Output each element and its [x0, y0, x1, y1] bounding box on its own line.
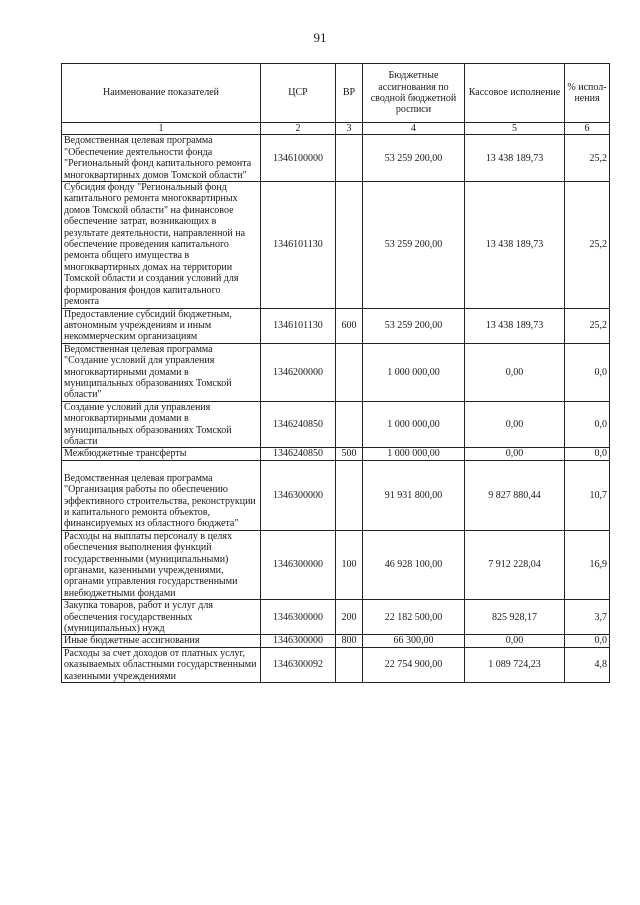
row-csr: 1346300000: [261, 530, 336, 599]
row-vr: 500: [336, 448, 363, 460]
row-budget: 53 259 200,00: [363, 182, 465, 308]
column-number: 2: [261, 123, 336, 135]
row-cash: 0,00: [465, 635, 565, 647]
table-row: [62, 401, 610, 448]
table-row: [62, 182, 610, 308]
column-number: 4: [363, 123, 465, 135]
row-percent: 25,2: [565, 135, 610, 182]
column-number-row: [62, 123, 610, 135]
row-vr: [336, 182, 363, 308]
row-name: Ведомственная целевая программа "Организация работы по обеспечению эффективного строительства, реконструкции и капитального ремонта объектов, финансируемых из областного бюджета": [62, 460, 261, 530]
row-cash: 0,00: [465, 448, 565, 460]
header-budget: Бюджетные ассигнования по сводной бюджетной росписи: [363, 64, 465, 123]
row-cash: 13 438 189,73: [465, 182, 565, 308]
table-row: [62, 135, 610, 182]
row-vr: 100: [336, 530, 363, 599]
row-percent: 16,9: [565, 530, 610, 599]
row-cash: 0,00: [465, 343, 565, 401]
row-cash: 13 438 189,73: [465, 135, 565, 182]
table-row: [62, 530, 610, 599]
row-percent: 4,8: [565, 647, 610, 682]
table-row: [62, 647, 610, 682]
row-name: Иные бюджетные ассигнования: [62, 635, 261, 647]
table-row: [62, 635, 610, 647]
row-csr: 1346200000: [261, 343, 336, 401]
row-csr: 1346300000: [261, 600, 336, 635]
row-cash: 825 928,17: [465, 600, 565, 635]
row-csr: 1346240850: [261, 401, 336, 448]
row-budget: 1 000 000,00: [363, 343, 465, 401]
row-name: Создание условий для управления многоквартирными домами в муниципальных образованиях Томской области: [62, 401, 261, 448]
row-budget: 91 931 800,00: [363, 460, 465, 530]
row-name: Субсидия фонду "Региональный фонд капитального ремонта многоквартирных домов Томской области" на финансовое обеспечение затрат, возникающих в результате деятельности, направленной на обеспечение проведения капитального ремонта общего имущества в многоквартирных домах на территории Томской области и создания условий для формирования фондов капитального ремонта: [62, 182, 261, 308]
row-vr: 800: [336, 635, 363, 647]
table-row: [62, 460, 610, 530]
row-cash: 13 438 189,73: [465, 308, 565, 343]
row-budget: 46 928 100,00: [363, 530, 465, 599]
row-vr: 600: [336, 308, 363, 343]
table-body: [62, 135, 610, 683]
header-cash: Кассовое исполнение: [465, 64, 565, 123]
row-csr: 1346240850: [261, 448, 336, 460]
row-budget: 53 259 200,00: [363, 135, 465, 182]
row-budget: 66 300,00: [363, 635, 465, 647]
row-name: Закупка товаров, работ и услуг для обеспечения государственных (муниципальных) нужд: [62, 600, 261, 635]
header-percent: % испол-нения: [565, 64, 610, 123]
row-name: Расходы за счет доходов от платных услуг, оказываемых областными государственными казенными учреждениями: [62, 647, 261, 682]
row-budget: 53 259 200,00: [363, 308, 465, 343]
row-vr: [336, 343, 363, 401]
column-number: 5: [465, 123, 565, 135]
row-cash: 1 089 724,23: [465, 647, 565, 682]
header-csr: ЦСР: [261, 64, 336, 123]
row-csr: 1346300092: [261, 647, 336, 682]
row-csr: 1346300000: [261, 460, 336, 530]
table-row: [62, 600, 610, 635]
row-vr: [336, 460, 363, 530]
header-vr: ВР: [336, 64, 363, 123]
table-row: [62, 343, 610, 401]
column-number: 1: [62, 123, 261, 135]
page-number: 91: [313, 30, 327, 45]
table-row: [62, 448, 610, 460]
row-percent: 25,2: [565, 182, 610, 308]
row-vr: 200: [336, 600, 363, 635]
column-number: 3: [336, 123, 363, 135]
row-name: Ведомственная целевая программа "Обеспечение деятельности фонда "Региональный фонд капитального ремонта многоквартирных домов Томской области": [62, 135, 261, 182]
row-csr: 1346100000: [261, 135, 336, 182]
column-number: 6: [565, 123, 610, 135]
row-budget: 22 754 900,00: [363, 647, 465, 682]
row-budget: 1 000 000,00: [363, 401, 465, 448]
row-csr: 1346101130: [261, 182, 336, 308]
row-cash: 0,00: [465, 401, 565, 448]
row-percent: 0,0: [565, 635, 610, 647]
row-csr: 1346101130: [261, 308, 336, 343]
row-cash: 9 827 880,44: [465, 460, 565, 530]
budget-table: [61, 63, 610, 683]
row-budget: 1 000 000,00: [363, 448, 465, 460]
row-percent: 25,2: [565, 308, 610, 343]
row-name: Ведомственная целевая программа "Создание условий для управления многоквартирными домами в муниципальных образованиях Томской области": [62, 343, 261, 401]
header-name: Наименование показателей: [62, 64, 261, 123]
table-row: [62, 308, 610, 343]
row-cash: 7 912 228,04: [465, 530, 565, 599]
row-percent: 0,0: [565, 343, 610, 401]
row-percent: 0,0: [565, 401, 610, 448]
row-percent: 10,7: [565, 460, 610, 530]
row-name: Межбюджетные трансферты: [62, 448, 261, 460]
header-row: [62, 64, 610, 123]
row-budget: 22 182 500,00: [363, 600, 465, 635]
row-percent: 3,7: [565, 600, 610, 635]
row-csr: 1346300000: [261, 635, 336, 647]
row-vr: [336, 401, 363, 448]
row-vr: [336, 135, 363, 182]
row-percent: 0,0: [565, 448, 610, 460]
row-name: Расходы на выплаты персоналу в целях обеспечения выполнения функций государственными (муниципальными) органами, казенными учреждениями, органами управления государственными внебюджетными фондами: [62, 530, 261, 599]
row-vr: [336, 647, 363, 682]
row-name: Предоставление субсидий бюджетным, автономным учреждениям и иным некоммерческим организациям: [62, 308, 261, 343]
